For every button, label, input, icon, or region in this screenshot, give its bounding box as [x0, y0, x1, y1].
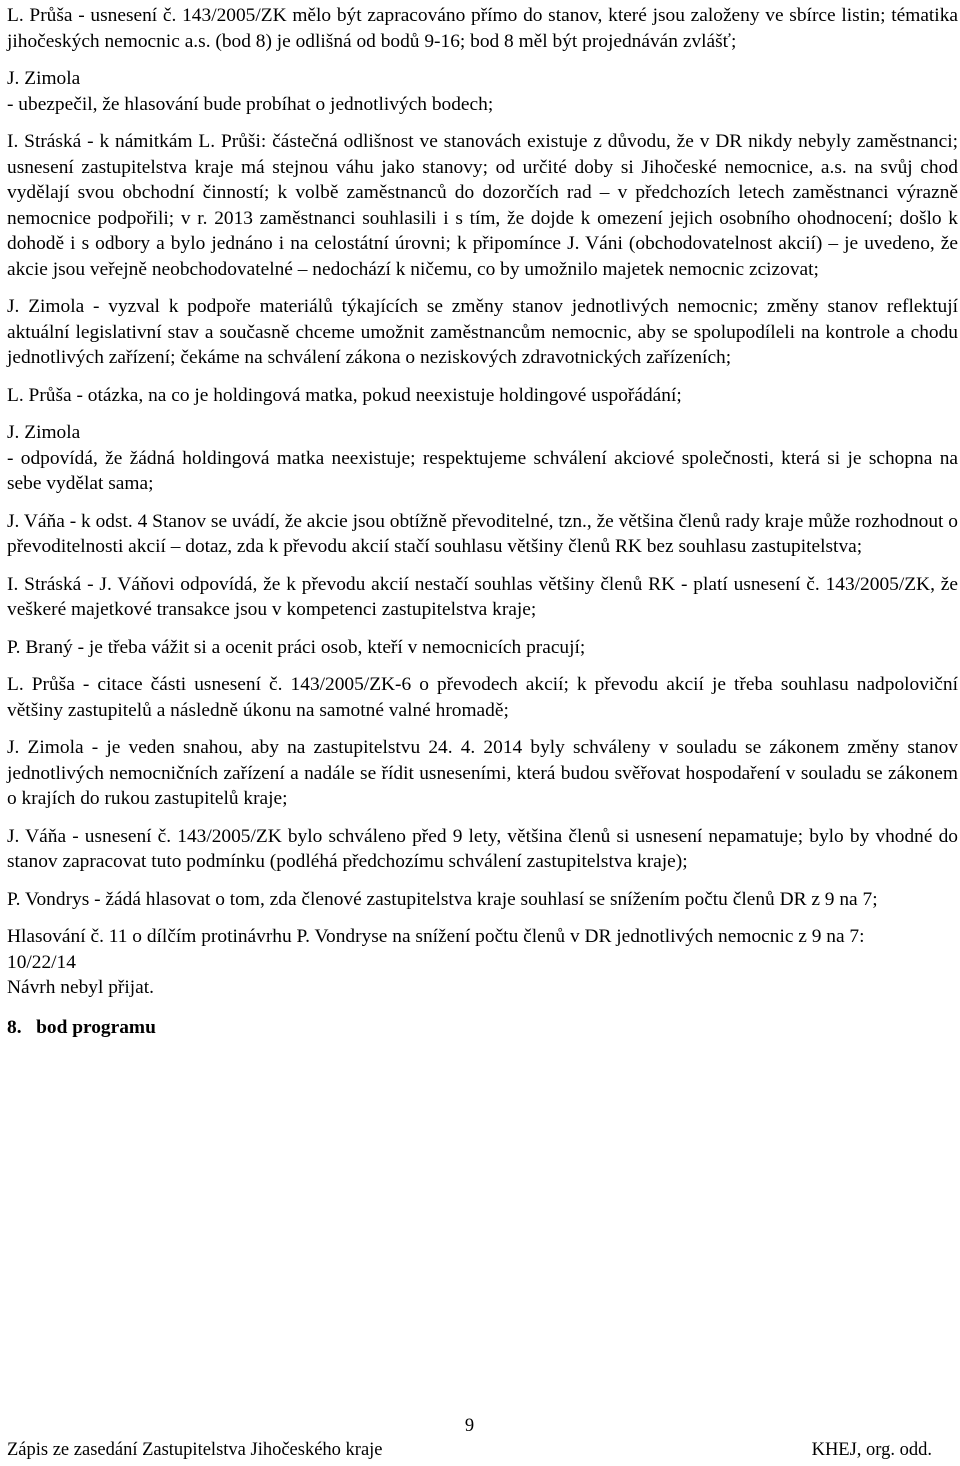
paragraph-zimola-odpoved: - odpovídá, že žádná holdingová matka neexistuje; respektujeme schválení akciové společnosti, která si je schopna na sebe vydělat sama;	[7, 447, 958, 494]
paragraph-zimola-podpora: J. Zimola - vyzval k podpoře materiálů týkajících se změny stanov jednotlivých nemocnic; změny stanov reflektují aktuální legislativní stav a současně chceme umožnit zaměstnancům nemocnic, aby se spolupodíleli na kontrole a chodu jednotlivých zařízení; čekáme na schválení zákona o neziskových zdravotnických zařízeních;	[7, 296, 958, 368]
speaker-zimola-2: J. Zimola	[7, 422, 81, 443]
paragraph-brany: P. Braný - je třeba vážit si a ocenit práci osob, kteří v nemocnicích pracují;	[7, 636, 586, 658]
vote-result-text: Návrh nebyl přijat.	[7, 977, 155, 998]
speaker-zimola: J. Zimola	[7, 68, 81, 89]
paragraph-zimola-snaha: J. Zimola - je veden snahou, aby na zastupitelstvu 24. 4. 2014 byly schváleny v souladu se zákonem změny stanov jednotlivých nemocničních zařízení a nadále se řídit usneseními, která budou svěřovat hospodaření v souladu se zákonem o krajích do rukou zastupitelů kraje;	[7, 737, 958, 809]
paragraph-hlasovani: Hlasování č. 11 o dílčím protinávrhu P. Vondryse na snížení počtu členů v DR jednotlivých nemocnic z 9 na 7:	[7, 926, 865, 947]
paragraph-straska-namitky: I. Stráská - k námitkám L. Průši: částečná odlišnost ve stanovách existuje z důvodu, že v DR nikdy nebyly zaměstnanci; usnesení zastupitelstva kraje má stejnou váhu jako stanovy; od určité doby si Jihočeské nemocnice, a.s. na svůj chod vydělají svou obchodní činností; k volbě zaměstnanců do dozorčích rad – v předchozích letech zaměstnanci výrazně nemocnice podpořili; v r. 2013 zaměstnanci souhlasili i s tím, že dojde k omezení jejich osobního ohodnocení; došlo k dohodě i s odbory a bylo jednáno i na celostátní úrovni; k připomínce J. Váni (obchodovatelnost akcií) – je uvedeno, že akcie jsou veřejně neobchodovatelné – nedochází k ničemu, co by umožnilo majetek nemocnic zcizovat;	[7, 131, 958, 280]
paragraph-vana-usneseni: J. Váňa - usnesení č. 143/2005/ZK bylo schváleno před 9 lety, většina členů si usnesení nepamatuje; bylo by vhodné do stanov zapracovat tuto podmínku (podléhá předchozímu schválení zastupitelstva kraje);	[7, 825, 958, 872]
paragraph-vana-dotaz: J. Váňa - k odst. 4 Stanov se uvádí, že akcie jsou obtížně převoditelné, tzn., že většina členů rady kraje může rozhodnout o převoditelnosti akcií – dotaz, zda k převodu akcií stačí souhlasu většiny členů RK bez souhlasu zastupitelstva;	[7, 510, 958, 557]
paragraph-vondrys: P. Vondrys - žádá hlasovat o tom, zda členové zastupitelstva kraje souhlasí se snížením počtu členů DR z 9 na 7;	[7, 888, 878, 910]
paragraph-prusa-citace: L. Průša - citace části usnesení č. 143/2005/ZK-6 o převodech akcií; k převodu akcií je třeba souhlasu nadpoloviční většiny zastupitelů a následně úkonu na samotné valné hromadě;	[7, 674, 958, 721]
paragraph-straska-odpoved: I. Stráská - J. Váňovi odpovídá, že k převodu akcií nestačí souhlas většiny členů RK - platí usnesení č. 143/2005/ZK, že veškeré majetkové transakce jsou v kompetenci zastupitelstva kraje;	[7, 573, 958, 620]
footer-document-title: Zápis ze zasedání Zastupitelstva Jihočeského kraje	[7, 1440, 383, 1460]
paragraph-zimola-hlasovani: - ubezpečil, že hlasování bude probíhat o jednotlivých bodech;	[7, 93, 494, 115]
paragraph-prusa-otazka: L. Průša - otázka, na co je holdingová matka, pokud neexistuje holdingové uspořádání;	[7, 384, 682, 406]
footer-org-reference: KHEJ, org. odd.	[811, 1440, 932, 1460]
document-body	[7, 3, 958, 1040]
vote-result-numbers: 10/22/14	[7, 951, 76, 973]
section-heading-bod-8: 8. bod programu	[7, 1016, 156, 1038]
paragraph-prusa-usneseni: L. Průša - usnesení č. 143/2005/ZK mělo být zapracováno přímo do stanov, které jsou založeny ve sbírce listin; tématika jihočeských nemocnic a.s. (bod 8) je odlišná od bodů 9-16; bod 8 měl být projednáván zvlášť;	[7, 5, 958, 52]
page-footer	[7, 1416, 932, 1466]
page-number: 9	[464, 1416, 475, 1436]
